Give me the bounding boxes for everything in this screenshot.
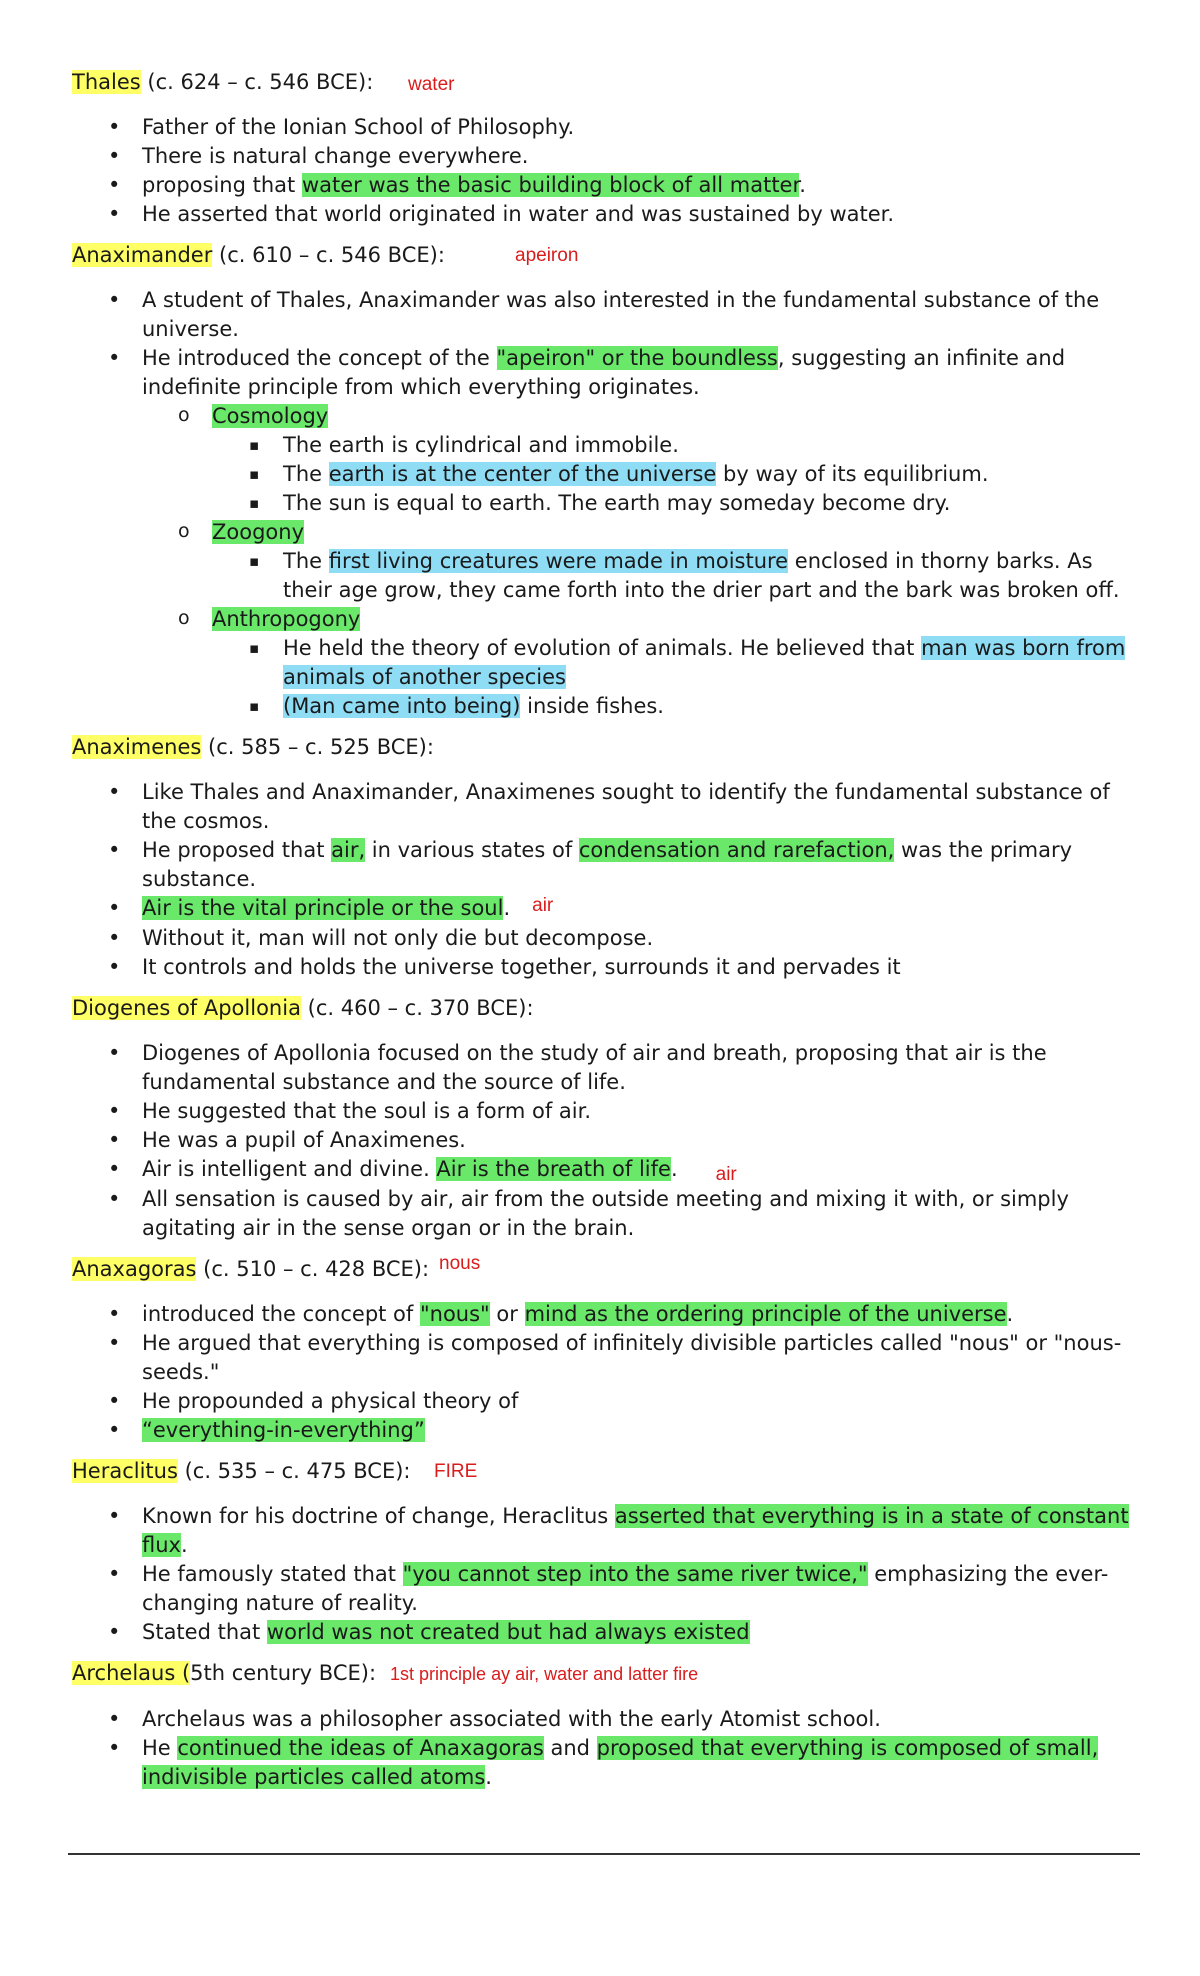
bullet-list bbox=[72, 1502, 1132, 1647]
highlight-green: Anthropogony bbox=[212, 607, 361, 631]
text: Air is intelligent and divine. bbox=[142, 1157, 437, 1181]
section-heading bbox=[72, 1659, 1132, 1689]
highlight-green: Air is the breath of life bbox=[436, 1157, 671, 1181]
list-item: • Father of the Ionian School of Philosophy. bbox=[142, 113, 1132, 142]
bullet-list bbox=[72, 1300, 1132, 1445]
highlight-green: Cosmology bbox=[212, 404, 329, 428]
sub-list bbox=[142, 402, 1132, 721]
bullet-list bbox=[72, 113, 1132, 229]
document-page bbox=[72, 68, 1132, 1804]
sub-sub-list bbox=[212, 547, 1132, 605]
list-item bbox=[283, 692, 1132, 721]
list-item: ▪ The earth is cylindrical and immobile. bbox=[283, 431, 1132, 460]
handwritten-note: nous bbox=[439, 1253, 481, 1274]
list-item: • All sensation is caused by air, air from the outside meeting and mixing it with, or simply agitating air in the sense organ or in the brain. bbox=[142, 1185, 1132, 1243]
section-diogenes bbox=[72, 994, 1132, 1243]
text: was the primary substance. bbox=[142, 838, 1073, 891]
philosopher-name: Thales bbox=[72, 70, 141, 94]
section-heraclitus bbox=[72, 1457, 1132, 1647]
philosopher-name: Archelaus ( bbox=[72, 1661, 191, 1685]
list-item: • He was a pupil of Anaximenes. bbox=[142, 1126, 1132, 1155]
text: by way of its equilibrium. bbox=[716, 462, 989, 486]
handwritten-note: air bbox=[715, 1164, 737, 1185]
list-item bbox=[142, 171, 1132, 200]
highlight-green: “everything-in-everything” bbox=[142, 1418, 425, 1442]
list-item bbox=[142, 1560, 1132, 1618]
list-item: • Diogenes of Apollonia focused on the study of air and breath, proposing that air is the fundamental substance and the source of life. bbox=[142, 1039, 1132, 1097]
list-item: • Archelaus was a philosopher associated with the early Atomist school. bbox=[142, 1705, 1132, 1734]
philosopher-dates: (c. 510 – c. 428 BCE): bbox=[196, 1257, 430, 1281]
bullet-list bbox=[72, 1039, 1132, 1243]
list-item: • He suggested that the soul is a form of air. bbox=[142, 1097, 1132, 1126]
section-archelaus bbox=[72, 1659, 1132, 1792]
text: enclosed in thorny barks. As their age grow, they came forth into the drier part and the bark was broken off. bbox=[283, 549, 1120, 602]
highlight-green: condensation and rarefaction, bbox=[578, 838, 895, 862]
bullet-list bbox=[72, 1705, 1132, 1792]
handwritten-note: 1st principle ay air, water and latter fire bbox=[390, 1664, 699, 1684]
sub-item-zoogony bbox=[212, 518, 1132, 605]
text: . bbox=[485, 1765, 492, 1789]
bullet-list bbox=[72, 778, 1132, 982]
text: He bbox=[142, 1736, 178, 1760]
list-item bbox=[142, 1300, 1132, 1329]
text: in various states of bbox=[365, 838, 579, 862]
text: The bbox=[283, 462, 329, 486]
text: introduced the concept of bbox=[142, 1302, 420, 1326]
list-item bbox=[142, 1155, 1132, 1185]
sub-sub-list bbox=[212, 634, 1132, 721]
section-heading bbox=[72, 68, 1132, 97]
section-anaximenes bbox=[72, 733, 1132, 982]
list-item: • Without it, man will not only die but decompose. bbox=[142, 924, 1132, 953]
section-heading bbox=[72, 733, 1132, 762]
sub-sub-list bbox=[212, 431, 1132, 518]
text: and bbox=[543, 1736, 597, 1760]
list-item: ▪ The sun is equal to earth. The earth may someday become dry. bbox=[283, 489, 1132, 518]
highlight-green: continued the ideas of Anaxagoras bbox=[177, 1736, 544, 1760]
text: proposing that bbox=[142, 173, 302, 197]
text: He proposed that bbox=[142, 838, 332, 862]
list-item: • He asserted that world originated in water and was sustained by water. bbox=[142, 200, 1132, 229]
list-item bbox=[142, 1416, 1132, 1445]
highlight-green: "nous" bbox=[419, 1302, 490, 1326]
list-item bbox=[142, 836, 1132, 894]
list-item bbox=[142, 894, 1132, 924]
philosopher-name: Diogenes of Apollonia bbox=[72, 996, 301, 1020]
list-item bbox=[283, 460, 1132, 489]
highlight-green: Air is the vital principle or the soul bbox=[142, 896, 504, 920]
highlight-green: air, bbox=[331, 838, 366, 862]
text: . bbox=[1006, 1302, 1014, 1326]
handwritten-note: air bbox=[532, 895, 554, 916]
philosopher-dates: (c. 460 – c. 370 BCE): bbox=[300, 996, 534, 1020]
text: Stated that bbox=[142, 1620, 267, 1644]
philosopher-dates: (c. 624 – c. 546 BCE): bbox=[140, 70, 374, 94]
text: . bbox=[503, 896, 511, 920]
highlight-green: mind as the ordering principle of the universe bbox=[524, 1302, 1007, 1326]
text: or bbox=[489, 1302, 525, 1326]
highlight-green: asserted that everything is in a state of constant flux bbox=[142, 1504, 1129, 1557]
text: inside fishes. bbox=[520, 694, 664, 718]
philosopher-name: Anaximenes bbox=[72, 735, 202, 759]
text: The bbox=[283, 549, 329, 573]
philosopher-dates: 5th century BCE): bbox=[190, 1661, 377, 1685]
sub-item-anthropogony bbox=[212, 605, 1132, 721]
section-heading bbox=[72, 1255, 1132, 1284]
highlight-blue: first living creatures were made in moisture bbox=[328, 549, 789, 573]
philosopher-dates: (c. 610 – c. 546 BCE): bbox=[212, 243, 445, 267]
highlight-green: world was not created but had always existed bbox=[266, 1620, 750, 1644]
section-thales bbox=[72, 68, 1132, 229]
list-item bbox=[283, 547, 1132, 605]
philosopher-dates: (c. 535 – c. 475 BCE): bbox=[177, 1459, 411, 1483]
highlight-blue: earth is at the center of the universe bbox=[328, 462, 717, 486]
text: . bbox=[180, 1533, 188, 1557]
bullet-list bbox=[72, 286, 1132, 721]
list-item bbox=[142, 1618, 1132, 1647]
section-heading bbox=[72, 1457, 1132, 1486]
list-item: • Like Thales and Anaximander, Anaximenes sought to identify the fundamental substance of the cosmos. bbox=[142, 778, 1132, 836]
handwritten-note: water bbox=[408, 74, 455, 95]
list-item: • He argued that everything is composed of infinitely divisible particles called "nous" or "nous-seeds." bbox=[142, 1329, 1132, 1387]
text: . bbox=[799, 173, 806, 197]
list-item: • A student of Thales, Anaximander was also interested in the fundamental substance of the universe. bbox=[142, 286, 1132, 344]
text: He famously stated that bbox=[142, 1562, 403, 1586]
section-anaxagoras bbox=[72, 1255, 1132, 1445]
highlight-green: "apeiron" or the boundless bbox=[496, 346, 778, 370]
highlight-green: Zoogony bbox=[212, 520, 304, 544]
list-item bbox=[142, 1502, 1132, 1560]
text: . bbox=[670, 1157, 678, 1181]
highlight-green: proposed that everything is composed of small, indivisible particles called atoms bbox=[142, 1736, 1099, 1789]
list-item bbox=[283, 634, 1132, 692]
philosopher-name: Anaximander bbox=[72, 243, 213, 267]
highlight-green: water was the basic building block of all matter bbox=[301, 173, 800, 197]
highlight-blue: man was born from animals of another species bbox=[283, 636, 1126, 689]
sub-item-cosmology bbox=[212, 402, 1132, 518]
list-item: • He propounded a physical theory of bbox=[142, 1387, 1132, 1416]
section-heading bbox=[72, 241, 1132, 270]
philosopher-name: Anaxagoras bbox=[72, 1257, 197, 1281]
list-item: • There is natural change everywhere. bbox=[142, 142, 1132, 171]
page-divider bbox=[68, 1853, 1140, 1855]
list-item: • It controls and holds the universe together, surrounds it and pervades it bbox=[142, 953, 1132, 982]
philosopher-name: Heraclitus bbox=[72, 1459, 178, 1483]
text: emphasizing the ever-changing nature of reality. bbox=[142, 1562, 1109, 1615]
list-item bbox=[142, 344, 1132, 721]
handwritten-note: apeiron bbox=[515, 245, 579, 266]
handwritten-note: FIRE bbox=[434, 1461, 478, 1482]
philosopher-dates: (c. 585 – c. 525 BCE): bbox=[201, 735, 434, 759]
text: He held the theory of evolution of animals. He believed that bbox=[283, 636, 922, 660]
text: Known for his doctrine of change, Heraclitus bbox=[142, 1504, 615, 1528]
text: , suggesting an infinite and indefinite principle from which everything originates. bbox=[142, 346, 1066, 399]
highlight-blue: (Man came into being) bbox=[283, 694, 521, 718]
text: He introduced the concept of the bbox=[142, 346, 497, 370]
section-heading bbox=[72, 994, 1132, 1023]
section-anaximander bbox=[72, 241, 1132, 721]
list-item bbox=[142, 1734, 1132, 1792]
highlight-green: "you cannot step into the same river twice," bbox=[402, 1562, 868, 1586]
